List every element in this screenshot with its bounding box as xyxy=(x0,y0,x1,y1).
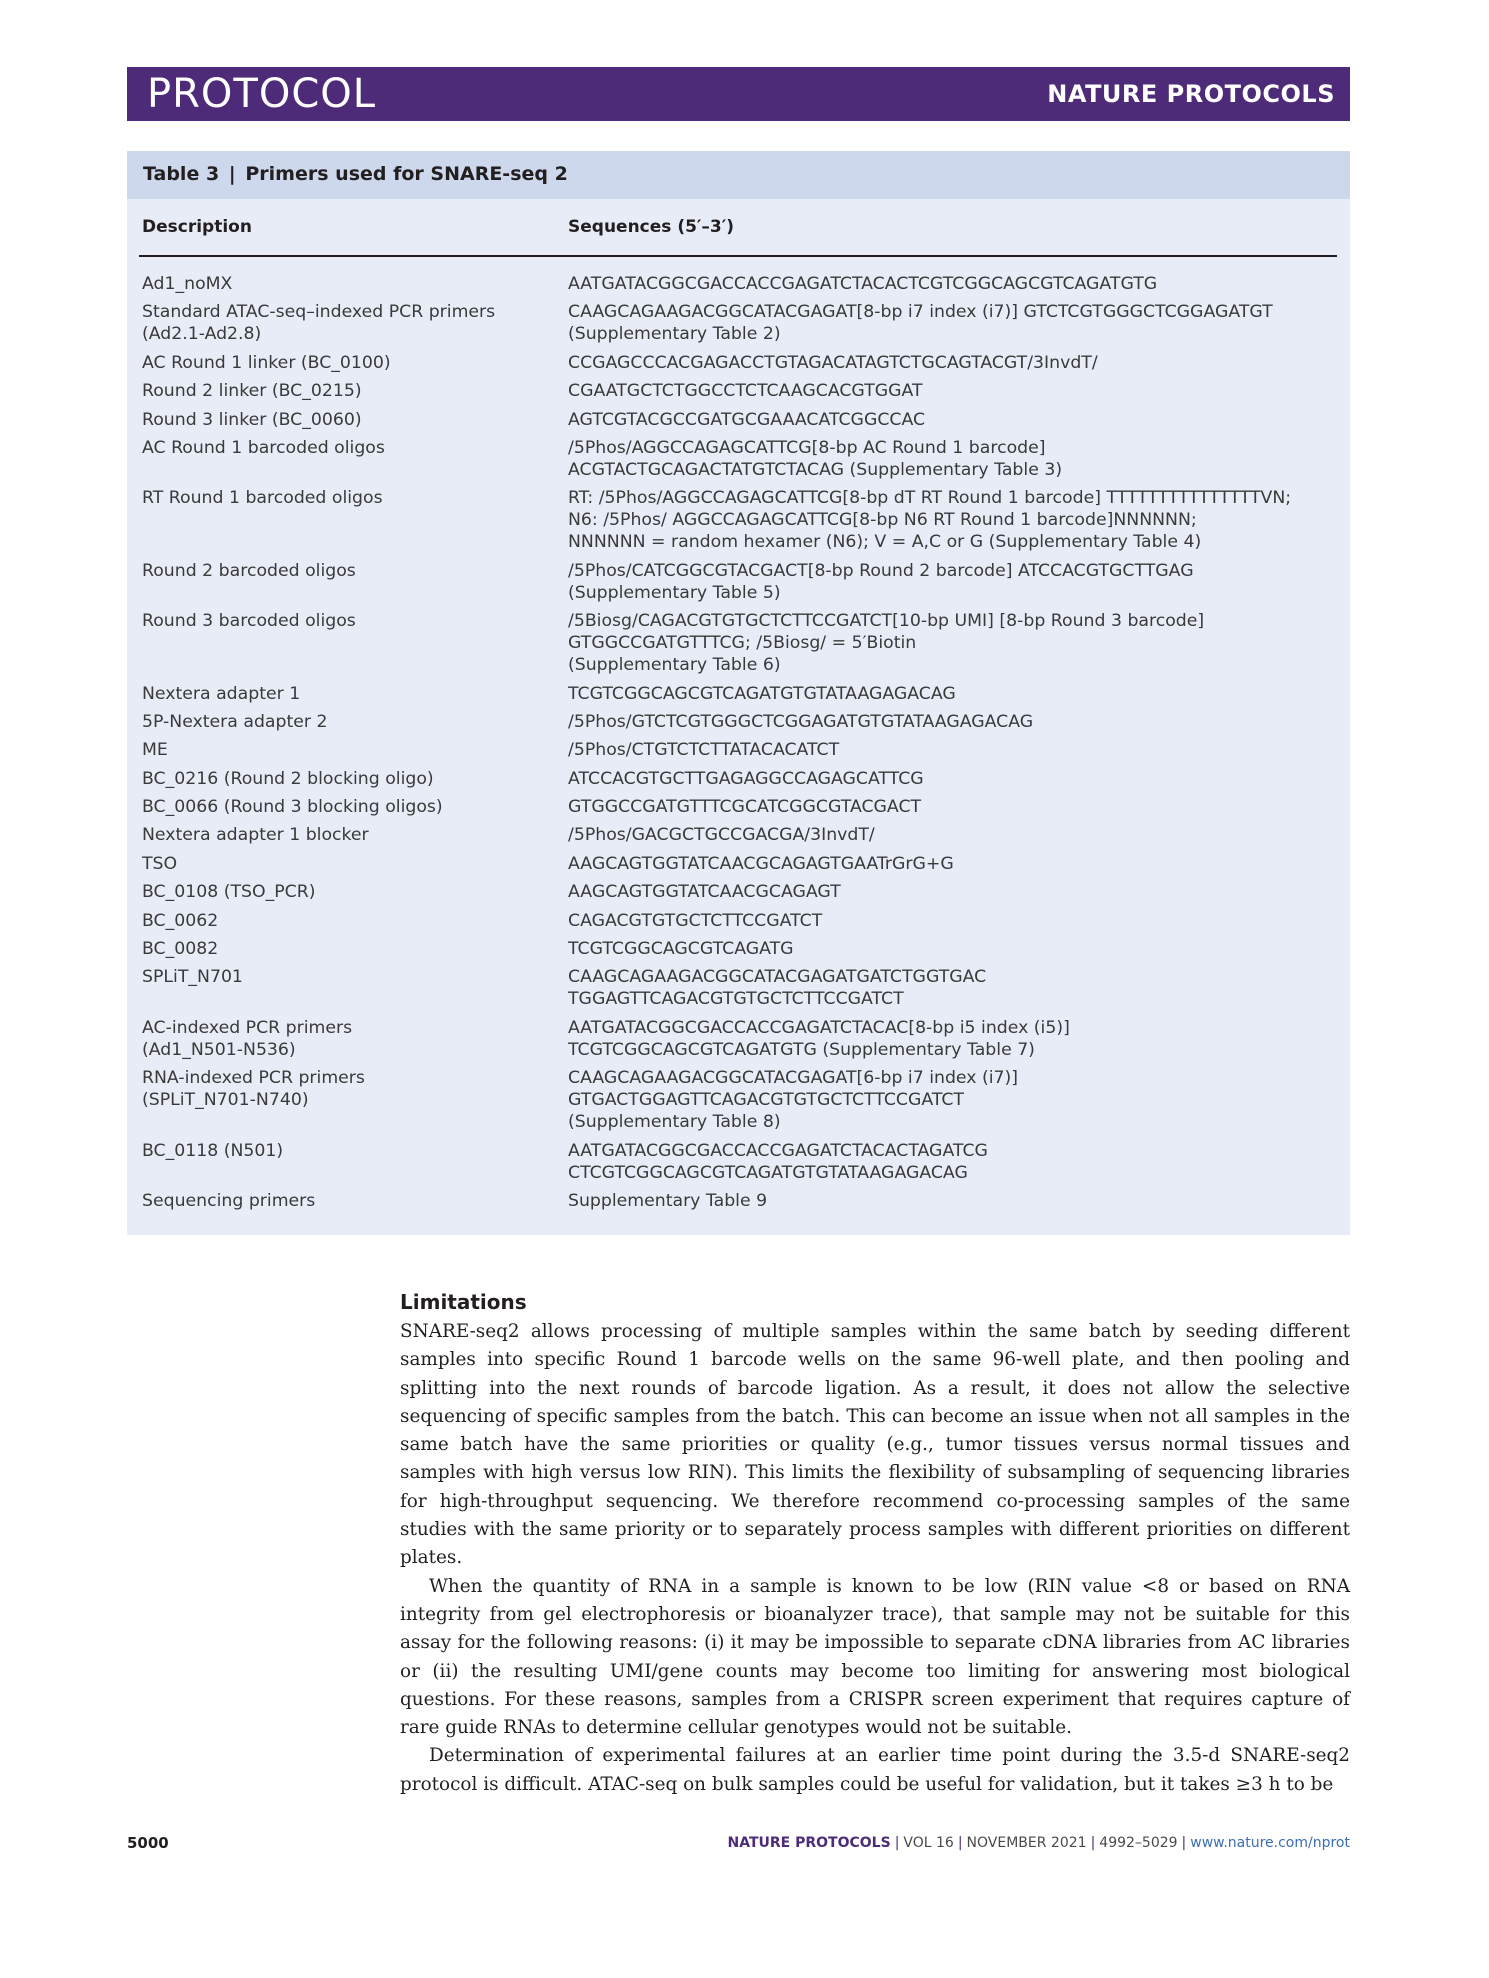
table-row xyxy=(127,352,1350,374)
table-row xyxy=(127,966,1350,1010)
description-cell xyxy=(127,683,568,705)
sequence-line: NNNNNN = random hexamer (N6); V = A,C or G (Supplementary Table 4) xyxy=(568,532,1202,553)
description-line: Nextera adapter 1 blocker xyxy=(142,825,369,846)
sequence-cell xyxy=(568,1017,1350,1061)
sequence-cell xyxy=(568,938,1350,960)
sequence-cell xyxy=(568,560,1350,604)
page-number: 5000 xyxy=(127,1834,169,1852)
sequence-cell xyxy=(568,966,1350,1010)
caption-separator: | xyxy=(228,163,236,185)
section-heading: Limitations xyxy=(400,1290,527,1314)
description-line: (Ad1_N501-N536) xyxy=(142,1039,296,1060)
description-line: AC-indexed PCR primers xyxy=(142,1017,353,1038)
sequence-line: AATGATACGGCGACCACCGAGATCTACACTAGATCG xyxy=(568,1140,988,1161)
description-line: AC Round 1 linker (BC_0100) xyxy=(142,352,391,373)
description-cell xyxy=(127,853,568,875)
table-label: Table 3 xyxy=(143,163,220,185)
description-cell xyxy=(127,610,568,676)
footer-pages: 4992–5029 xyxy=(1099,1835,1178,1851)
sequence-line: ATCCACGTGCTTGAGAGGCCAGAGCATTCG xyxy=(568,768,924,789)
description-line: (SPLiT_N701-N740) xyxy=(142,1090,309,1111)
table-body xyxy=(127,273,1350,1218)
description-line: BC_0082 xyxy=(142,939,219,960)
column-header-sequences: Sequences (5′–3′) xyxy=(568,217,734,237)
table-row xyxy=(127,853,1350,875)
table-row xyxy=(127,487,1350,553)
sequence-line: GTGGCCGATGTTTCGCATCGGCGTACGACT xyxy=(568,797,922,818)
sequence-line: AAGCAGTGGTATCAACGCAGAGTGAATrGrG+G xyxy=(568,853,954,874)
sequence-line: TGGAGTTCAGACGTGTGCTCTTCCGATCT xyxy=(568,989,904,1010)
description-line: BC_0062 xyxy=(142,910,219,931)
description-line: BC_0066 (Round 3 blocking oligos) xyxy=(142,797,443,818)
description-cell xyxy=(127,437,568,481)
description-cell xyxy=(127,380,568,402)
description-line: AC Round 1 barcoded oligos xyxy=(142,437,385,458)
sequence-line: TCGTCGGCAGCGTCAGATG xyxy=(568,939,794,960)
footer-separator: | xyxy=(1181,1835,1187,1851)
description-line: Ad1_noMX xyxy=(142,274,233,294)
paragraph: When the quantity of RNA in a sample is known to be low (RIN value <8 or based on RNA integrity from gel electrophoresis or bioanalyzer trace), that sample may not be suitable for this assay for the following reasons: (i) it may be impossible to separate cDNA libraries from AC libraries or (ii) the resulting UMI/gene counts may become too limiting for answering most biological questions. For these reasons, samples from a CRISPR screen experiment that requires capture of rare guide RNAs to determine cellular genotypes would not be suitable. xyxy=(400,1575,1350,1739)
sequence-line: CGAATGCTCTGGCCTCTCAAGCACGTGGAT xyxy=(568,381,923,402)
sequence-line: CAGACGTGTGCTCTTCCGATCT xyxy=(568,910,823,931)
sequence-line: TCGTCGGCAGCGTCAGATGTGTATAAGAGACAG xyxy=(568,683,956,704)
sequence-line: CAAGCAGAAGACGGCATACGAGAT[6-bp i7 index (i7)] xyxy=(568,1068,1019,1089)
description-cell xyxy=(127,824,568,846)
table-row xyxy=(127,409,1350,431)
sequence-line: AGTCGTACGCCGATGCGAAACATCGGCCAC xyxy=(568,409,926,430)
sequence-line: /5Phos/GACGCTGCCGACGA/3InvdT/ xyxy=(568,825,875,846)
description-cell xyxy=(127,768,568,790)
description-cell xyxy=(127,409,568,431)
description-line: ME xyxy=(142,740,168,761)
sequence-cell xyxy=(568,610,1350,676)
table-caption xyxy=(127,151,1350,199)
description-line: Round 3 barcoded oligos xyxy=(142,611,356,632)
article-section xyxy=(400,1290,1350,1799)
description-line: Nextera adapter 1 xyxy=(142,683,301,704)
sequence-line: AAGCAGTGGTATCAACGCAGAGT xyxy=(568,882,841,903)
description-cell xyxy=(127,1017,568,1061)
description-cell xyxy=(127,796,568,818)
sequence-cell xyxy=(568,487,1350,553)
sequence-line: (Supplementary Table 2) xyxy=(568,324,781,345)
table-row xyxy=(127,739,1350,761)
sequence-line: N6: /5Phos/ AGGCCAGAGCATTCG[8-bp N6 RT Round 1 barcode]NNNNNN; xyxy=(568,510,1197,531)
description-line: Round 3 linker (BC_0060) xyxy=(142,409,362,430)
footer-separator: | xyxy=(1090,1835,1096,1851)
header-banner xyxy=(127,67,1350,121)
table-row xyxy=(127,824,1350,846)
table-row xyxy=(127,768,1350,790)
sequence-line: (Supplementary Table 6) xyxy=(568,655,781,676)
sequence-cell xyxy=(568,273,1350,295)
description-cell xyxy=(127,711,568,733)
table-row xyxy=(127,610,1350,676)
footer-date: NOVEMBER 2021 xyxy=(966,1835,1087,1851)
sequence-cell xyxy=(568,796,1350,818)
table-row xyxy=(127,711,1350,733)
sequence-line: /5Phos/AGGCCAGAGCATTCG[8-bp AC Round 1 barcode] xyxy=(568,437,1046,458)
sequence-line: CAAGCAGAAGACGGCATACGAGATGATCTGGTGAC xyxy=(568,967,987,988)
primers-table xyxy=(127,151,1350,1235)
table-row xyxy=(127,437,1350,481)
description-line: Sequencing primers xyxy=(142,1190,316,1211)
sequence-cell xyxy=(568,301,1350,345)
description-cell xyxy=(127,910,568,932)
description-cell xyxy=(127,1067,568,1133)
journal-name: NATURE PROTOCOLS xyxy=(1047,80,1335,108)
sequence-line: CTCGTCGGCAGCGTCAGATGTGTATAAGAGACAG xyxy=(568,1162,968,1183)
sequence-line: ACGTACTGCAGACTATGTCTACAG (Supplementary Table 3) xyxy=(568,459,1063,480)
sequence-line: GTGGCCGATGTTTCG; /5Biosg/ = 5′Biotin xyxy=(568,633,917,654)
description-line: BC_0216 (Round 2 blocking oligo) xyxy=(142,768,434,789)
description-line: RNA-indexed PCR primers xyxy=(142,1068,365,1089)
table-row xyxy=(127,796,1350,818)
table-row xyxy=(127,380,1350,402)
description-cell xyxy=(127,352,568,374)
sequence-cell xyxy=(568,711,1350,733)
sequence-line: /5Phos/CTGTCTCTTATACACATCT xyxy=(568,740,840,761)
sequence-line: CAAGCAGAAGACGGCATACGAGAT[8-bp i7 index (i7)] GTCTCGTGGGCTCGGAGATGT xyxy=(568,302,1273,323)
description-cell xyxy=(127,1140,568,1184)
sequence-cell xyxy=(568,409,1350,431)
description-line: SPLiT_N701 xyxy=(142,967,243,988)
table-row xyxy=(127,910,1350,932)
sequence-line: /5Biosg/CAGACGTGTGCTCTTCCGATCT[10-bp UMI] [8-bp Round 3 barcode] xyxy=(568,611,1205,632)
sequence-cell xyxy=(568,380,1350,402)
sequence-line: Supplementary Table 9 xyxy=(568,1190,768,1211)
description-line: 5P-Nextera adapter 2 xyxy=(142,711,328,732)
sequence-line: RT: /5Phos/AGGCCAGAGCATTCG[8-bp dT RT Round 1 barcode] TTTTTTTTTTTTTTTVN; xyxy=(568,488,1292,509)
table-row xyxy=(127,560,1350,604)
sequence-line: /5Phos/CATCGGCGTACGACT[8-bp Round 2 barcode] ATCCACGTGCTTGAG xyxy=(568,560,1194,581)
description-line: BC_0108 (TSO_PCR) xyxy=(142,882,316,903)
sequence-line: CCGAGCCCACGAGACCTGTAGACATAGTCTGCAGTACGT/3InvdT/ xyxy=(568,352,1098,373)
description-cell xyxy=(127,560,568,604)
description-line: Standard ATAC-seq–indexed PCR primers xyxy=(142,302,496,323)
sequence-line: AATGATACGGCGACCACCGAGATCTACAC[8-bp i5 index (i5)] xyxy=(568,1017,1070,1038)
paragraph: SNARE-seq2 allows processing of multiple samples within the same batch by seeding different samples into specific Round 1 barcode wells on the same 96-well plate, and then pooling and splitting into the next rounds of barcode ligation. As a result, it does not allow the selective sequencing of specific samples from the batch. This can become an issue when not all samples in the same batch have the same priorities or quality (e.g., tumor tissues versus normal tissues and samples with high versus low RIN). This limits the flexibility of subsampling of sequencing libraries for high-throughput sequencing. We therefore recommend co-processing samples of the same studies with the same priority or to separately process samples with different priorities on different plates. xyxy=(400,1321,1350,1569)
description-line: TSO xyxy=(142,853,178,874)
description-cell xyxy=(127,881,568,903)
sequence-cell xyxy=(568,881,1350,903)
description-line: Round 2 linker (BC_0215) xyxy=(142,381,362,402)
description-cell xyxy=(127,273,568,295)
description-cell xyxy=(127,301,568,345)
table-row xyxy=(127,1190,1350,1212)
sequence-line: AATGATACGGCGACCACCGAGATCTACACTCGTCGGCAGCGTCAGATGTG xyxy=(568,274,1158,294)
sequence-cell xyxy=(568,910,1350,932)
description-line: Round 2 barcoded oligos xyxy=(142,560,356,581)
paragraph: Determination of experimental failures at an earlier time point during the 3.5-d SNARE-seq2 protocol is difficult. ATAC-seq on bulk samples could be useful for validation, but it takes ≥3 h to be xyxy=(400,1745,1350,1795)
footer-separator: | xyxy=(957,1835,963,1851)
column-header-description: Description xyxy=(142,217,252,237)
description-line: (Ad2.1-Ad2.8) xyxy=(142,324,262,345)
table-row xyxy=(127,1140,1350,1184)
footer-journal: NATURE PROTOCOLS xyxy=(727,1835,891,1851)
sequence-cell xyxy=(568,1140,1350,1184)
sequence-line: /5Phos/GTCTCGTGGGCTCGGAGATGTGTATAAGAGACAG xyxy=(568,711,1034,732)
table-row xyxy=(127,1017,1350,1061)
sequence-cell xyxy=(568,683,1350,705)
sequence-cell xyxy=(568,437,1350,481)
table-caption-text: Primers used for SNARE-seq 2 xyxy=(245,163,568,185)
footer-citation xyxy=(728,1835,1351,1851)
footer-url-link[interactable]: www.nature.com/nprot xyxy=(1190,1835,1350,1851)
sequence-line: GTGACTGGAGTTCAGACGTGTGCTCTTCCGATCT xyxy=(568,1090,964,1111)
description-cell xyxy=(127,938,568,960)
footer-separator: | xyxy=(894,1835,900,1851)
description-line: BC_0118 (N501) xyxy=(142,1140,284,1161)
sequence-cell xyxy=(568,768,1350,790)
sequence-cell xyxy=(568,352,1350,374)
description-cell xyxy=(127,487,568,553)
sequence-line: TCGTCGGCAGCGTCAGATGTG (Supplementary Table 7) xyxy=(568,1039,1035,1060)
table-row xyxy=(127,881,1350,903)
table-row xyxy=(127,1067,1350,1133)
header-rule xyxy=(139,255,1337,257)
table-row xyxy=(127,938,1350,960)
description-cell xyxy=(127,1190,568,1212)
sequence-line: (Supplementary Table 8) xyxy=(568,1112,781,1133)
sequence-cell xyxy=(568,1067,1350,1133)
table-row xyxy=(127,273,1350,295)
sequence-cell xyxy=(568,739,1350,761)
sequence-cell xyxy=(568,853,1350,875)
sequence-cell xyxy=(568,1190,1350,1212)
table-row xyxy=(127,683,1350,705)
description-cell xyxy=(127,966,568,1010)
description-cell xyxy=(127,739,568,761)
table-row xyxy=(127,301,1350,345)
footer-volume: VOL 16 xyxy=(903,1835,954,1851)
sequence-cell xyxy=(568,824,1350,846)
description-line: RT Round 1 barcoded oligos xyxy=(142,488,383,509)
sequence-line: (Supplementary Table 5) xyxy=(568,582,781,603)
section-label: PROTOCOL xyxy=(147,71,377,117)
